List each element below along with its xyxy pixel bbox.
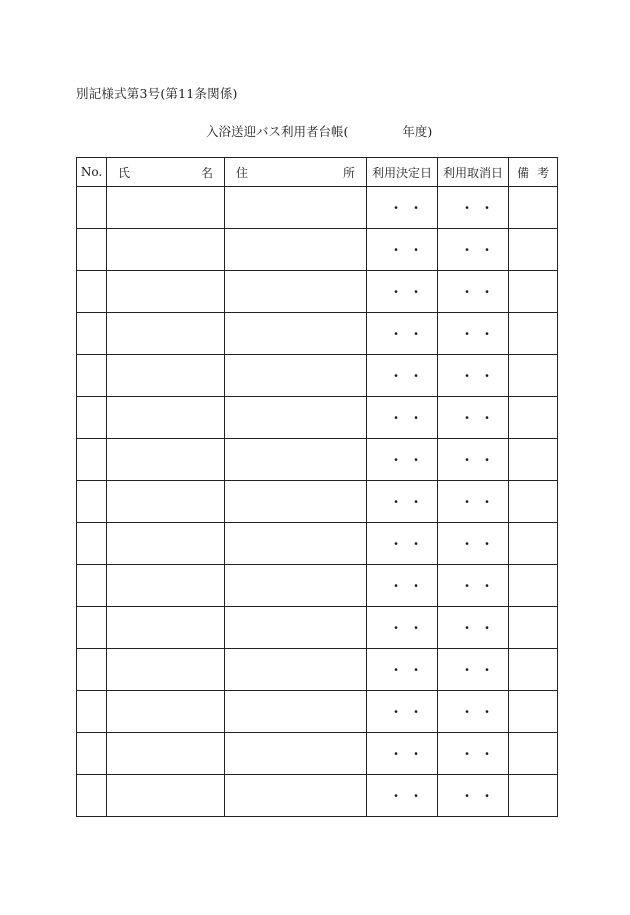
row-name-cell[interactable] (107, 523, 225, 565)
row-no-cell[interactable] (77, 187, 107, 229)
table-row (77, 691, 558, 733)
row-no-cell[interactable] (77, 733, 107, 775)
row-no-cell[interactable] (77, 439, 107, 481)
date-separator: ・ (390, 663, 403, 677)
date-separator: ・ (390, 621, 403, 635)
date-separator: ・ (390, 453, 403, 467)
date-separator: ・ (410, 453, 423, 467)
date-separator: ・ (390, 369, 403, 383)
header-remarks-right: 考 (536, 165, 549, 180)
date-separator: ・ (410, 495, 423, 509)
date-separator: ・ (410, 411, 423, 425)
date-separator: ・ (481, 789, 494, 803)
form-reference: 別記様式第3号(第11条関係) (76, 86, 238, 101)
date-separator: ・ (461, 201, 474, 215)
row-cancel-date-cell[interactable] (438, 271, 509, 313)
header-address-right: 所 (342, 165, 355, 180)
row-no-cell[interactable] (77, 649, 107, 691)
table-header-row (77, 158, 558, 187)
row-remarks-cell[interactable] (509, 313, 558, 355)
date-separator: ・ (410, 747, 423, 761)
row-cancel-date-cell[interactable] (438, 481, 509, 523)
row-no-cell[interactable] (77, 523, 107, 565)
row-address-cell[interactable] (225, 229, 367, 271)
date-separator: ・ (410, 369, 423, 383)
row-decision-date-cell[interactable] (367, 271, 438, 313)
row-remarks-cell[interactable] (509, 439, 558, 481)
date-separator: ・ (481, 495, 494, 509)
row-name-cell[interactable] (107, 313, 225, 355)
row-name-cell[interactable] (107, 691, 225, 733)
date-separator: ・ (481, 285, 494, 299)
row-no-cell[interactable] (77, 775, 107, 817)
header-name (107, 158, 225, 187)
row-no-cell[interactable] (77, 271, 107, 313)
row-remarks-cell[interactable] (509, 691, 558, 733)
row-name-cell[interactable] (107, 271, 225, 313)
row-cancel-date-cell[interactable] (438, 691, 509, 733)
row-decision-date-cell[interactable] (367, 775, 438, 817)
row-name-cell[interactable] (107, 733, 225, 775)
row-remarks-cell[interactable] (509, 649, 558, 691)
row-cancel-date-cell[interactable] (438, 439, 509, 481)
date-separator: ・ (390, 285, 403, 299)
date-separator: ・ (410, 285, 423, 299)
date-separator: ・ (481, 201, 494, 215)
date-separator: ・ (410, 579, 423, 593)
row-name-cell[interactable] (107, 355, 225, 397)
row-decision-date-cell[interactable] (367, 229, 438, 271)
row-decision-date-cell[interactable] (367, 481, 438, 523)
row-address-cell[interactable] (225, 691, 367, 733)
row-decision-date-cell[interactable] (367, 355, 438, 397)
date-separator: ・ (461, 579, 474, 593)
row-cancel-date-cell[interactable] (438, 565, 509, 607)
date-separator: ・ (481, 537, 494, 551)
date-separator: ・ (481, 369, 494, 383)
row-decision-date-cell[interactable] (367, 733, 438, 775)
table-row (77, 229, 558, 271)
header-name-right: 名 (200, 165, 213, 180)
ledger-body (77, 187, 558, 817)
table-row (77, 649, 558, 691)
row-decision-date-cell[interactable] (367, 565, 438, 607)
date-separator: ・ (461, 369, 474, 383)
date-separator: ・ (410, 705, 423, 719)
row-cancel-date-cell[interactable] (438, 733, 509, 775)
table-row (77, 313, 558, 355)
date-separator: ・ (390, 201, 403, 215)
header-cancel-date: 利用取消日 (438, 158, 509, 187)
date-separator: ・ (481, 453, 494, 467)
date-separator: ・ (390, 243, 403, 257)
date-separator: ・ (410, 789, 423, 803)
row-remarks-cell[interactable] (509, 775, 558, 817)
table-row (77, 481, 558, 523)
row-remarks-cell[interactable] (509, 565, 558, 607)
table-row (77, 355, 558, 397)
date-separator: ・ (390, 579, 403, 593)
row-cancel-date-cell[interactable] (438, 187, 509, 229)
row-cancel-date-cell[interactable] (438, 607, 509, 649)
header-address (225, 158, 367, 187)
row-address-cell[interactable] (225, 313, 367, 355)
row-no-cell[interactable] (77, 691, 107, 733)
table-row (77, 565, 558, 607)
date-separator: ・ (461, 327, 474, 341)
row-address-cell[interactable] (225, 481, 367, 523)
row-name-cell[interactable] (107, 187, 225, 229)
row-no-cell[interactable] (77, 481, 107, 523)
date-separator: ・ (461, 495, 474, 509)
row-decision-date-cell[interactable] (367, 523, 438, 565)
row-name-cell[interactable] (107, 607, 225, 649)
row-name-cell[interactable] (107, 229, 225, 271)
row-address-cell[interactable] (225, 439, 367, 481)
row-address-cell[interactable] (225, 187, 367, 229)
row-cancel-date-cell[interactable] (438, 313, 509, 355)
row-address-cell[interactable] (225, 649, 367, 691)
date-separator: ・ (410, 201, 423, 215)
date-separator: ・ (410, 621, 423, 635)
row-decision-date-cell[interactable] (367, 187, 438, 229)
row-cancel-date-cell[interactable] (438, 229, 509, 271)
row-remarks-cell[interactable] (509, 187, 558, 229)
row-address-cell[interactable] (225, 523, 367, 565)
header-decision-date: 利用決定日 (367, 158, 438, 187)
row-cancel-date-cell[interactable] (438, 775, 509, 817)
row-remarks-cell[interactable] (509, 733, 558, 775)
date-separator: ・ (390, 705, 403, 719)
date-separator: ・ (481, 579, 494, 593)
table-row (77, 271, 558, 313)
row-remarks-cell[interactable] (509, 523, 558, 565)
table-row (77, 775, 558, 817)
row-no-cell[interactable] (77, 229, 107, 271)
row-remarks-cell[interactable] (509, 271, 558, 313)
header-address-left: 住 (236, 165, 249, 180)
row-name-cell[interactable] (107, 397, 225, 439)
date-separator: ・ (410, 663, 423, 677)
row-name-cell[interactable] (107, 439, 225, 481)
date-separator: ・ (390, 537, 403, 551)
row-remarks-cell[interactable] (509, 481, 558, 523)
row-name-cell[interactable] (107, 481, 225, 523)
date-separator: ・ (461, 747, 474, 761)
date-separator: ・ (390, 411, 403, 425)
row-remarks-cell[interactable] (509, 229, 558, 271)
table-row (77, 733, 558, 775)
row-address-cell[interactable] (225, 775, 367, 817)
date-separator: ・ (481, 327, 494, 341)
row-no-cell[interactable] (77, 565, 107, 607)
header-remarks (509, 158, 558, 187)
date-separator: ・ (410, 537, 423, 551)
row-decision-date-cell[interactable] (367, 313, 438, 355)
date-separator: ・ (410, 327, 423, 341)
date-separator: ・ (390, 789, 403, 803)
row-address-cell[interactable] (225, 733, 367, 775)
row-decision-date-cell[interactable] (367, 649, 438, 691)
row-decision-date-cell[interactable] (367, 691, 438, 733)
date-separator: ・ (390, 327, 403, 341)
row-decision-date-cell[interactable] (367, 607, 438, 649)
date-separator: ・ (481, 243, 494, 257)
header-remarks-left: 備 (517, 165, 530, 180)
date-separator: ・ (410, 243, 423, 257)
table-row (77, 439, 558, 481)
row-no-cell[interactable] (77, 397, 107, 439)
row-decision-date-cell[interactable] (367, 397, 438, 439)
row-no-cell[interactable] (77, 607, 107, 649)
date-separator: ・ (461, 285, 474, 299)
document-title: 入浴送迎バス利用者台帳( 年度) (206, 124, 433, 139)
row-remarks-cell[interactable] (509, 397, 558, 439)
date-separator: ・ (461, 537, 474, 551)
date-separator: ・ (481, 705, 494, 719)
date-separator: ・ (461, 789, 474, 803)
row-address-cell[interactable] (225, 607, 367, 649)
date-separator: ・ (461, 411, 474, 425)
row-name-cell[interactable] (107, 565, 225, 607)
user-ledger-table (76, 157, 558, 817)
header-no: No. (77, 158, 107, 187)
date-separator: ・ (461, 705, 474, 719)
date-separator: ・ (461, 663, 474, 677)
row-no-cell[interactable] (77, 313, 107, 355)
row-cancel-date-cell[interactable] (438, 649, 509, 691)
row-decision-date-cell[interactable] (367, 439, 438, 481)
row-address-cell[interactable] (225, 271, 367, 313)
date-separator: ・ (461, 243, 474, 257)
row-remarks-cell[interactable] (509, 355, 558, 397)
row-cancel-date-cell[interactable] (438, 355, 509, 397)
row-no-cell[interactable] (77, 355, 107, 397)
row-remarks-cell[interactable] (509, 607, 558, 649)
date-separator: ・ (390, 495, 403, 509)
date-separator: ・ (461, 453, 474, 467)
row-cancel-date-cell[interactable] (438, 397, 509, 439)
date-separator: ・ (481, 747, 494, 761)
row-name-cell[interactable] (107, 649, 225, 691)
table-row (77, 397, 558, 439)
row-address-cell[interactable] (225, 397, 367, 439)
row-address-cell[interactable] (225, 355, 367, 397)
row-address-cell[interactable] (225, 565, 367, 607)
date-separator: ・ (481, 621, 494, 635)
row-name-cell[interactable] (107, 775, 225, 817)
table-row (77, 523, 558, 565)
table-row (77, 187, 558, 229)
date-separator: ・ (481, 411, 494, 425)
date-separator: ・ (481, 663, 494, 677)
date-separator: ・ (461, 621, 474, 635)
header-name-left: 氏 (118, 165, 131, 180)
table-row (77, 607, 558, 649)
date-separator: ・ (390, 747, 403, 761)
row-cancel-date-cell[interactable] (438, 523, 509, 565)
